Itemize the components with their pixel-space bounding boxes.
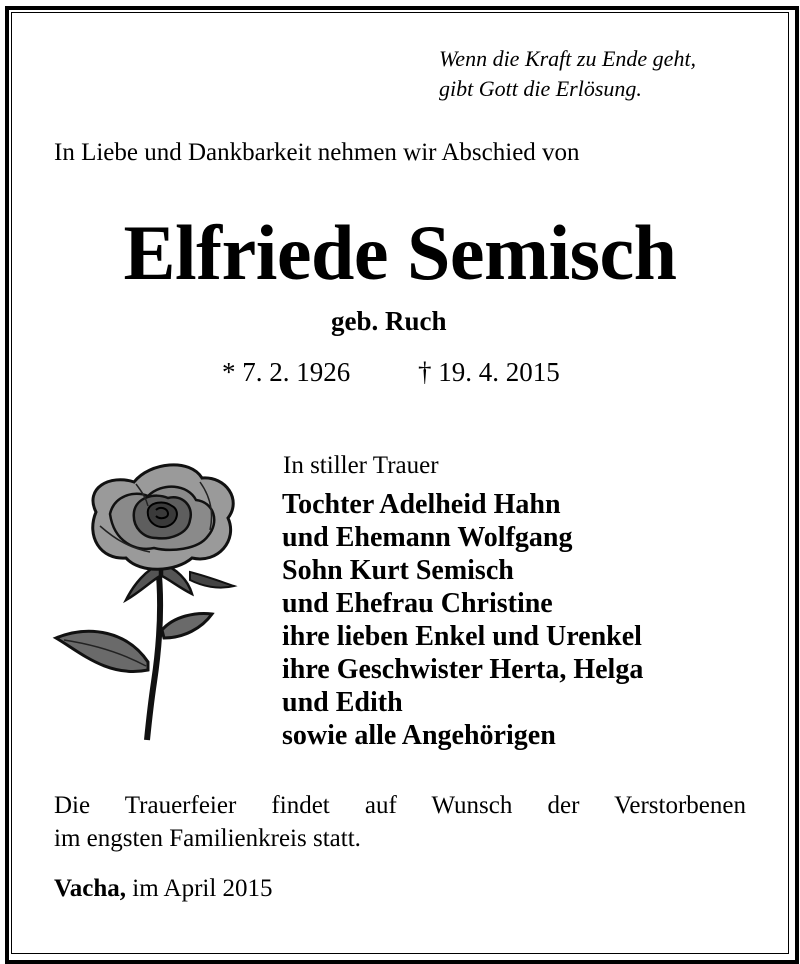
motto-line-1: Wenn die Kraft zu Ende geht, <box>439 46 697 71</box>
place-date: im April 2015 <box>132 875 273 902</box>
notice-line-2: im engsten Familienkreis statt. <box>54 825 361 852</box>
mourner-line: und Ehemann Wolfgang <box>282 522 573 553</box>
rose-icon <box>50 452 240 742</box>
mourner-line: ihre lieben Enkel und Urenkel <box>282 621 642 652</box>
motto <box>439 44 696 104</box>
notice-line-1: Die Trauerfeier findet auf Wunsch der Verstorbenen <box>54 792 746 819</box>
mourners-intro: In stiller Trauer <box>283 452 439 479</box>
intro-text: In Liebe und Dankbarkeit nehmen wir Abschied von <box>54 139 580 166</box>
funeral-notice <box>54 789 746 855</box>
maiden-name: geb. Ruch <box>331 306 447 336</box>
mourner-line: und Edith <box>282 687 403 718</box>
mourner-line: und Ehefrau Christine <box>282 588 553 619</box>
motto-line-2: gibt Gott die Erlösung. <box>439 76 642 101</box>
death-date: † 19. 4. 2015 <box>418 357 560 387</box>
mourner-line: Sohn Kurt Semisch <box>282 555 514 586</box>
mourners-list <box>282 488 643 752</box>
birth-date: * 7. 2. 1926 <box>222 357 351 387</box>
deceased-name: Elfriede Semisch <box>123 209 677 296</box>
mourner-line: Tochter Adelheid Hahn <box>282 489 561 520</box>
mourner-line: ihre Geschwister Herta, Helga <box>282 654 644 685</box>
place-and-date <box>54 875 273 903</box>
place-town: Vacha, <box>54 875 127 902</box>
mourner-line: sowie alle Angehörigen <box>282 720 556 751</box>
